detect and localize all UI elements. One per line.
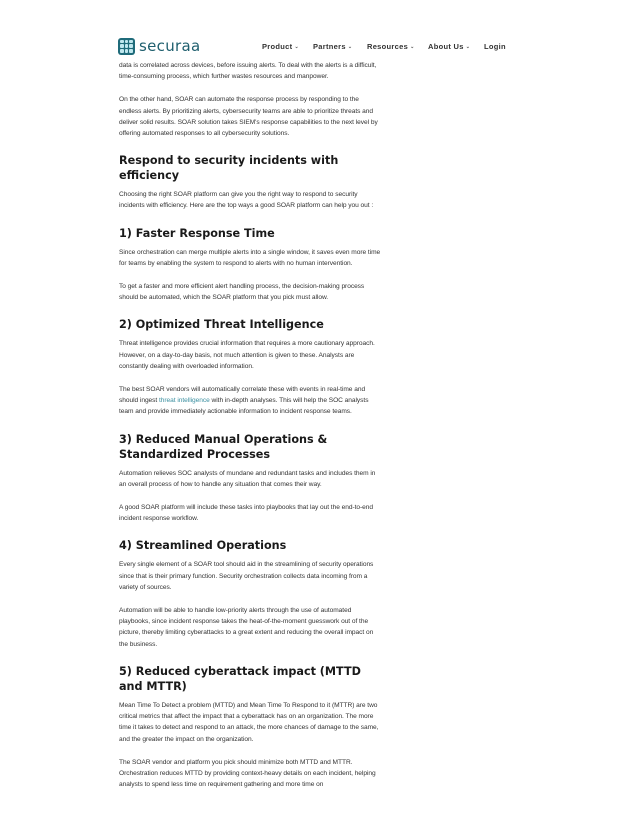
site-header bbox=[0, 0, 638, 62]
nav-item-login[interactable] bbox=[484, 42, 506, 51]
chevron-down-icon: ⌄ bbox=[347, 43, 353, 50]
heading-threat-intelligence: 2) Optimized Threat Intelligence bbox=[119, 318, 324, 332]
article-body bbox=[119, 60, 381, 790]
nav-item-about-us[interactable] bbox=[428, 42, 470, 51]
logo-text: securaa bbox=[139, 37, 201, 55]
paragraph: The SOAR vendor and platform you pick should minimize both MTTD and MTTR. Orchestration reduces MTTD by providing context-heavy details on each incident, helping analysts to spend less time on requirement gathering and more time on bbox=[119, 758, 376, 789]
paragraph: Since orchestration can merge multiple alerts into a single window, it saves even more time for teams by enabling the system to respond to alerts with no human intervention. bbox=[119, 248, 381, 267]
paragraph: To get a faster and more efficient alert handling process, the decision-making process should be automated, which the SOAR platform that you pick must allow. bbox=[119, 283, 365, 302]
heading-faster-response: 1) Faster Response Time bbox=[119, 226, 275, 240]
heading-streamlined-operations: 4) Streamlined Operations bbox=[119, 539, 287, 553]
nav-label: Login bbox=[484, 42, 506, 51]
paragraph: Every single element of a SOAR tool should aid in the streamlining of security operations since that is their primary function. Security orchestration collects data incoming from a variety of sources. bbox=[119, 561, 374, 591]
nav-label: About Us bbox=[428, 42, 464, 51]
threat-intelligence-link[interactable]: threat intelligence bbox=[159, 397, 210, 405]
nav-item-partners[interactable] bbox=[313, 42, 352, 51]
chevron-down-icon: ⌄ bbox=[410, 43, 415, 50]
paragraph: Automation relieves SOC analysts of mundane and redundant tasks and includes them in an overall process of how to handle any situation that comes their way. bbox=[119, 469, 376, 488]
nav-item-resources[interactable] bbox=[367, 42, 415, 51]
nav-label: Product bbox=[262, 42, 293, 51]
paragraph: Threat intelligence provides crucial information that requires a more cautionary approach. However, on a day-to-day basis, not much attention is given to these. Analysts are constantly dealing with overloaded information. bbox=[119, 340, 375, 370]
paragraph bbox=[119, 384, 381, 418]
text: The best SOAR vendors will automatically correlate these with events in real-time and should ingest bbox=[119, 386, 366, 405]
nav-label: Resources bbox=[367, 42, 409, 51]
paragraph: Choosing the right SOAR platform can give you the right way to respond to security incidents with efficiency. Here are the top ways a good SOAR platform can help you out : bbox=[119, 191, 374, 210]
main-nav bbox=[0, 42, 638, 54]
paragraph: Mean Time To Detect a problem (MTTD) and Mean Time To Respond to it (MTTR) are two critical metrics that affect the impact that a cyberattack has on an organization. The more time it takes to detect and respond to an attack, the more chances of damage to the same, and the greater the impact on the organization. bbox=[119, 701, 379, 743]
chevron-down-icon: ⌄ bbox=[465, 43, 471, 50]
nav-label: Partners bbox=[313, 42, 346, 51]
paragraph: On the other hand, SOAR can automate the response process by responding to the endless alerts. By prioritizing alerts, cybersecurity teams are able to prioritize threats and deliver solid results. SOAR solution takes SIEM's response capabilities to the next level by offering automated responses to all cybersecurity solutions. bbox=[119, 96, 378, 138]
heading-reduced-cyberattack-impact: 5) Reduced cyberattack impact (MTTD and MTTR) bbox=[119, 664, 361, 693]
heading-reduced-manual-operations: 3) Reduced Manual Operations & Standardized Processes bbox=[119, 432, 328, 461]
text: with in-depth analyses. This will help the SOC analysts team and provide immediately actionable information to incident response teams. bbox=[119, 397, 369, 416]
nav-item-product[interactable] bbox=[262, 42, 299, 51]
chevron-down-icon: ⌄ bbox=[294, 43, 299, 50]
paragraph: data is correlated across devices, before issuing alerts. To deal with the alerts is a difficult, time-consuming process, which further wastes resources and manpower. bbox=[119, 62, 377, 81]
heading-respond-efficiency: Respond to security incidents with efficiency bbox=[119, 154, 339, 183]
paragraph: Automation will be able to handle low-priority alerts through the use of automated playbooks, since incident response takes the heat-of-the-moment guesswork out of the picture, thereby limiting cyberattacks to a great extent and reducing the overall impact on the business. bbox=[119, 607, 374, 648]
paragraph: A good SOAR platform will include these tasks into playbooks that lay out the end-to-end incident response workflow. bbox=[119, 504, 374, 523]
